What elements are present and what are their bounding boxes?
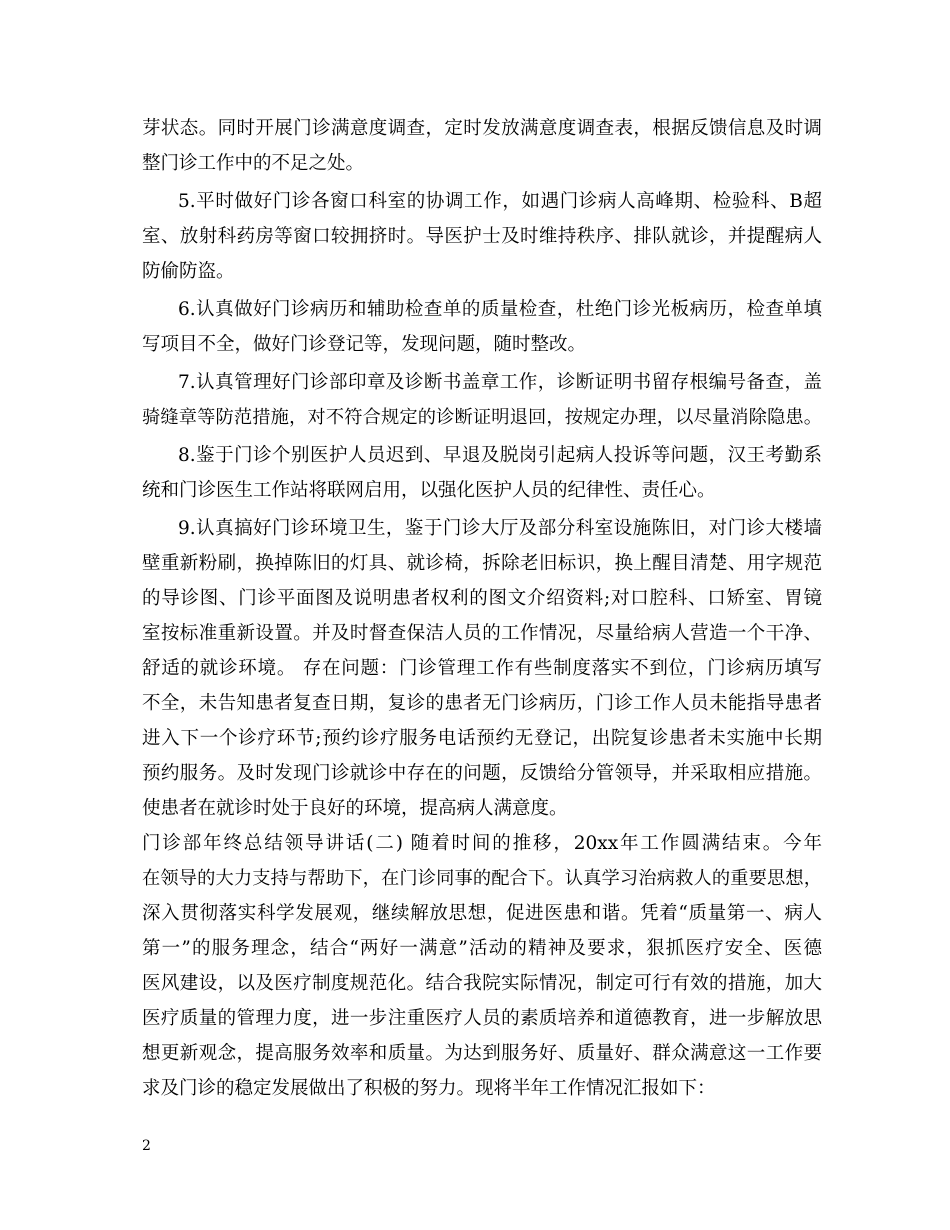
text-line: 整门诊工作中的不足之处。: [142, 153, 365, 174]
text-line: 的导诊图、门诊平面图及说明患者权利的图文介绍资料;对口腔科、口矫室、胃镜: [142, 588, 822, 609]
text-line: 9.认真搞好门诊环境卫生，鉴于门诊大厅及部分科室设施陈旧，对门诊大楼墙: [178, 518, 822, 539]
text-line: 芽状态。同时开展门诊满意度调查，定时发放满意度调查表，根据反馈信息及时调: [142, 118, 822, 139]
text-line: 预约服务。及时发现门诊就诊中存在的问题，反馈给分管领导，并采取相应措施。: [142, 763, 822, 784]
text-line: 壁重新粉刷，换掉陈旧的灯具、就诊椅，拆除老旧标识，换上醒目清楚、用字规范: [142, 553, 822, 574]
text-line: 统和门诊医生工作站将联网启用，以强化医护人员的纪律性、责任心。: [142, 480, 716, 501]
text-line: 求及门诊的稳定发展做出了积极的努力。现将半年工作情况汇报如下：: [142, 1078, 716, 1099]
text-line: 室、放射科药房等窗口较拥挤时。导医护士及时维持秩序、排队就诊，并提醒病人: [142, 226, 822, 247]
text-line: 进入下一个诊疗环节;预约诊疗服务电话预约无登记，出院复诊患者未实施中长期: [142, 728, 822, 749]
text-line: 舒适的就诊环境。 存在问题：门诊管理工作有些制度落实不到位，门诊病历填写: [142, 658, 822, 679]
text-line: 6.认真做好门诊病历和辅助检查单的质量检查，杜绝门诊光板病历，检查单填: [178, 299, 822, 320]
text-line: 7.认真管理好门诊部印章及诊断书盖章工作，诊断证明书留存根编号备查，盖: [178, 372, 822, 393]
text-line: 5.平时做好门诊各窗口科室的协调工作，如遇门诊病人高峰期、检验科、B超: [178, 191, 822, 212]
page-number: 2: [142, 1138, 151, 1154]
text-line: 骑缝章等防范措施，对不符合规定的诊断证明退回，按规定办理，以尽量消除隐患。: [142, 407, 822, 428]
text-line: 8.鉴于门诊个别医护人员迟到、早退及脱岗引起病人投诉等问题，汉王考勤系: [178, 445, 822, 466]
text-line: 医风建设，以及医疗制度规范化。结合我院实际情况，制定可行有效的措施，加大: [142, 973, 822, 994]
text-line: 写项目不全，做好门诊登记等，发现问题，随时整改。: [142, 334, 587, 355]
text-line: 防偷防盗。: [142, 261, 235, 282]
text-line: 不全，未告知患者复查日期，复诊的患者无门诊病历，门诊工作人员未能指导患者: [142, 693, 822, 714]
text-line: 使患者在就诊时处于良好的环境，提高病人满意度。: [142, 798, 568, 819]
text-line: 深入贯彻落实科学发展观，继续解放思想，促进医患和谐。凭着“质量第一、病人: [142, 903, 822, 924]
text-line: 第一”的服务理念，结合“两好一满意”活动的精神及要求，狠抓医疗安全、医德: [142, 938, 822, 959]
section-heading-line: 门诊部年终总结领导讲话(二) 随着时间的推移，20xx年工作圆满结束。今年: [142, 833, 822, 854]
text-line: 室按标准重新设置。并及时督查保洁人员的工作情况，尽量给病人营造一个干净、: [142, 623, 822, 644]
text-line: 医疗质量的管理力度，进一步注重医疗人员的素质培养和道德教育，进一步解放思: [142, 1008, 822, 1029]
text-line: 想更新观念，提高服务效率和质量。为达到服务好、质量好、群众满意这一工作要: [142, 1043, 822, 1064]
text-line: 在领导的大力支持与帮助下，在门诊同事的配合下。认真学习治病救人的重要思想，: [142, 868, 822, 889]
